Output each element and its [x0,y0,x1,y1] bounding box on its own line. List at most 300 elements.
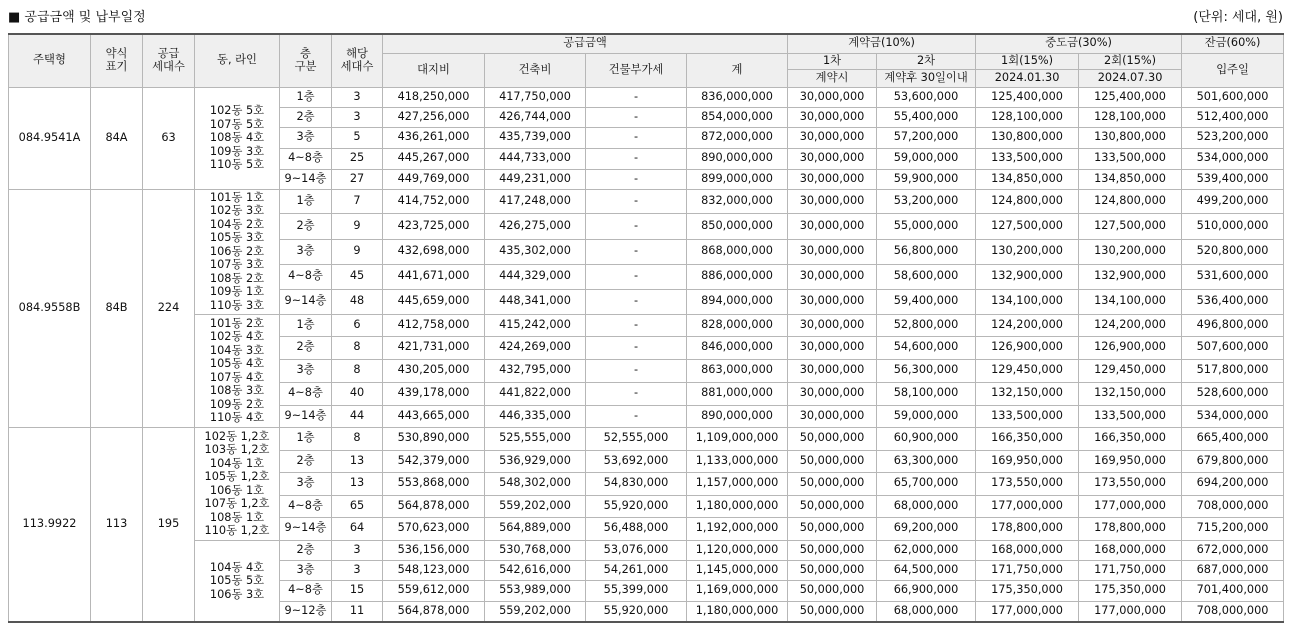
building-cost-cell: 424,269,000 [485,336,586,359]
contract-2-cell: 55,000,000 [877,213,976,239]
total-price-cell: 846,000,000 [687,336,788,359]
land-cost-cell: 441,671,000 [383,264,485,289]
middle-2-cell: 132,900,000 [1079,264,1182,289]
header-m1: 1회(15%) [976,53,1079,69]
dong-line-cell [195,540,280,622]
land-cost-cell: 553,868,000 [383,472,485,495]
contract-2-cell: 69,200,000 [877,517,976,540]
dong-line-item: 110동 4호 [209,411,265,424]
unit-count-cell: 27 [332,169,383,189]
total-price-cell: 1,120,000,000 [687,540,788,560]
unit-count-cell: 5 [332,127,383,148]
vat-cell: - [586,382,687,405]
dong-line-item: 104동 2호 [209,217,265,231]
contract-1-cell: 30,000,000 [788,314,877,336]
balance-cell: 510,000,000 [1182,213,1284,239]
dong-line-item: 103동 1,2호 [204,443,270,456]
contract-1-cell: 30,000,000 [788,239,877,264]
vat-cell: - [586,359,687,382]
land-cost-cell: 423,725,000 [383,213,485,239]
land-cost-cell: 530,890,000 [383,427,485,450]
middle-1-cell: 134,100,000 [976,289,1079,314]
dong-line-cell [195,427,280,540]
dong-line-item: 106동 1호 [209,483,265,497]
building-cost-cell: 417,750,000 [485,87,586,107]
supply-price-table [8,33,1284,623]
middle-1-cell: 125,400,000 [976,87,1079,107]
contract-1-cell: 30,000,000 [788,264,877,289]
unit-count-cell: 3 [332,540,383,560]
floor-cell: 1층 [280,427,332,450]
balance-cell: 528,600,000 [1182,382,1284,405]
header-middle: 중도금(30%) [976,34,1182,53]
contract-2-cell: 55,400,000 [877,107,976,127]
dong-line-item: 105동 4호 [209,357,265,370]
balance-cell: 536,400,000 [1182,289,1284,314]
contract-2-cell: 56,300,000 [877,359,976,382]
middle-1-cell: 133,500,000 [976,405,1079,427]
floor-cell: 9~12층 [280,601,332,622]
floor-cell: 9~14층 [280,517,332,540]
middle-1-cell: 124,200,000 [976,314,1079,336]
unit-count-cell: 13 [332,450,383,472]
building-cost-cell: 441,822,000 [485,382,586,405]
balance-cell: 539,400,000 [1182,169,1284,189]
housing-type-cell: 113.9922 [9,427,91,622]
dong-line-cell [195,314,280,427]
supply-units-cell: 224 [143,189,195,427]
unit-count-cell: 13 [332,472,383,495]
middle-2-cell: 132,150,000 [1079,382,1182,405]
floor-cell: 2층 [280,107,332,127]
header-floor: 층 구분 [280,34,332,87]
total-price-cell: 899,000,000 [687,169,788,189]
header-land: 대지비 [383,53,485,87]
dong-line-item: 105동 5호 [209,574,265,587]
land-cost-cell: 430,205,000 [383,359,485,382]
land-cost-cell: 564,878,000 [383,495,485,517]
balance-cell: 534,000,000 [1182,405,1284,427]
contract-1-cell: 30,000,000 [788,87,877,107]
floor-cell: 2층 [280,213,332,239]
middle-1-cell: 130,800,000 [976,127,1079,148]
land-cost-cell: 559,612,000 [383,580,485,601]
vat-cell: - [586,314,687,336]
header-balance: 잔금(60%) [1182,34,1284,53]
middle-1-cell: 169,950,000 [976,450,1079,472]
dong-line-item: 110동 1,2호 [204,524,270,537]
balance-cell: 531,600,000 [1182,264,1284,289]
unit-count-cell: 8 [332,359,383,382]
building-cost-cell: 564,889,000 [485,517,586,540]
dong-line-item: 108동 3호 [209,384,265,397]
floor-cell: 9~14층 [280,169,332,189]
land-cost-cell: 421,731,000 [383,336,485,359]
dong-line-item: 110동 3호 [209,298,265,312]
building-cost-cell: 449,231,000 [485,169,586,189]
balance-cell: 672,000,000 [1182,540,1284,560]
building-cost-cell: 435,302,000 [485,239,586,264]
building-cost-cell: 553,989,000 [485,580,586,601]
header-contract: 계약금(10%) [788,34,976,53]
middle-1-cell: 126,900,000 [976,336,1079,359]
building-cost-cell: 432,795,000 [485,359,586,382]
header-building: 건축비 [485,53,586,87]
middle-2-cell: 173,550,000 [1079,472,1182,495]
contract-2-cell: 58,600,000 [877,264,976,289]
unit-count-cell: 64 [332,517,383,540]
middle-1-cell: 177,000,000 [976,601,1079,622]
contract-1-cell: 50,000,000 [788,517,877,540]
middle-1-cell: 132,150,000 [976,382,1079,405]
unit-count-cell: 3 [332,560,383,580]
dong-line-item: 104동 4호 [209,560,265,574]
middle-1-cell: 127,500,000 [976,213,1079,239]
middle-2-cell: 178,800,000 [1079,517,1182,540]
land-cost-cell: 436,261,000 [383,127,485,148]
total-price-cell: 828,000,000 [687,314,788,336]
supply-units-cell: 195 [143,427,195,622]
contract-1-cell: 30,000,000 [788,336,877,359]
contract-2-cell: 68,000,000 [877,495,976,517]
balance-cell: 501,600,000 [1182,87,1284,107]
dong-line-item: 102동 3호 [209,204,265,218]
middle-2-cell: 169,950,000 [1079,450,1182,472]
unit-count-cell: 3 [332,87,383,107]
middle-1-cell: 129,450,000 [976,359,1079,382]
floor-cell: 4~8층 [280,264,332,289]
header-supply-amount: 공급금액 [383,34,788,53]
header-housing-type: 주택형 [9,34,91,87]
land-cost-cell: 536,156,000 [383,540,485,560]
dong-line-item: 108동 2호 [209,271,265,285]
vat-cell: - [586,289,687,314]
unit-count-cell: 15 [332,580,383,601]
floor-cell: 3층 [280,472,332,495]
contract-1-cell: 30,000,000 [788,148,877,169]
land-cost-cell: 414,752,000 [383,189,485,213]
floor-cell: 3층 [280,359,332,382]
contract-1-cell: 30,000,000 [788,405,877,427]
total-price-cell: 890,000,000 [687,148,788,169]
dong-line-item: 109동 2호 [209,397,265,411]
contract-1-cell: 30,000,000 [788,213,877,239]
floor-cell: 4~8층 [280,148,332,169]
balance-cell: 523,200,000 [1182,127,1284,148]
contract-2-cell: 59,900,000 [877,169,976,189]
contract-1-cell: 50,000,000 [788,601,877,622]
header-m2-date: 2024.07.30 [1079,69,1182,87]
middle-1-cell: 178,800,000 [976,517,1079,540]
floor-cell: 2층 [280,540,332,560]
total-price-cell: 1,180,000,000 [687,495,788,517]
middle-2-cell: 124,800,000 [1079,189,1182,213]
contract-2-cell: 62,000,000 [877,540,976,560]
contract-2-cell: 59,000,000 [877,405,976,427]
table-row [9,540,1284,560]
balance-cell: 687,000,000 [1182,560,1284,580]
middle-1-cell: 128,100,000 [976,107,1079,127]
unit-count-cell: 9 [332,239,383,264]
contract-1-cell: 30,000,000 [788,169,877,189]
middle-2-cell: 134,100,000 [1079,289,1182,314]
building-cost-cell: 448,341,000 [485,289,586,314]
dong-line-item: 102동 4호 [209,330,265,343]
header-supply-units: 공급 세대수 [143,34,195,87]
vat-cell: 55,920,000 [586,601,687,622]
unit-count-cell: 45 [332,264,383,289]
vat-cell: - [586,264,687,289]
balance-cell: 507,600,000 [1182,336,1284,359]
dong-line-item: 109동 1호 [209,285,265,299]
table-row [9,189,1284,213]
contract-2-cell: 64,500,000 [877,560,976,580]
vat-cell: - [586,336,687,359]
floor-cell: 1층 [280,189,332,213]
land-cost-cell: 449,769,000 [383,169,485,189]
land-cost-cell: 427,256,000 [383,107,485,127]
contract-2-cell: 68,000,000 [877,601,976,622]
contract-2-cell: 63,300,000 [877,450,976,472]
balance-cell: 701,400,000 [1182,580,1284,601]
unit-count-cell: 3 [332,107,383,127]
unit-count-cell: 7 [332,189,383,213]
middle-2-cell: 133,500,000 [1079,405,1182,427]
middle-2-cell: 125,400,000 [1079,87,1182,107]
middle-1-cell: 134,850,000 [976,169,1079,189]
land-cost-cell: 548,123,000 [383,560,485,580]
middle-1-cell: 173,550,000 [976,472,1079,495]
floor-cell: 2층 [280,450,332,472]
balance-cell: 499,200,000 [1182,189,1284,213]
unit-count-cell: 25 [332,148,383,169]
contract-1-cell: 30,000,000 [788,382,877,405]
contract-2-cell: 58,100,000 [877,382,976,405]
middle-2-cell: 133,500,000 [1079,148,1182,169]
floor-cell: 4~8층 [280,495,332,517]
building-cost-cell: 426,275,000 [485,213,586,239]
balance-cell: 694,200,000 [1182,472,1284,495]
middle-2-cell: 127,500,000 [1079,213,1182,239]
middle-2-cell: 171,750,000 [1079,560,1182,580]
header-vat: 건물부가세 [586,53,687,87]
contract-1-cell: 50,000,000 [788,580,877,601]
unit-count-cell: 8 [332,336,383,359]
contract-1-cell: 50,000,000 [788,495,877,517]
balance-cell: 715,200,000 [1182,517,1284,540]
unit-note: (단위: 세대, 원) [1193,10,1283,25]
unit-count-cell: 65 [332,495,383,517]
land-cost-cell: 418,250,000 [383,87,485,107]
total-price-cell: 1,109,000,000 [687,427,788,450]
dong-line-item: 105동 1,2호 [204,470,270,483]
vat-cell: - [586,239,687,264]
header-c2-when: 계약후 30일이내 [877,69,976,87]
abbr-cell: 113 [91,427,143,622]
middle-2-cell: 177,000,000 [1079,495,1182,517]
land-cost-cell: 542,379,000 [383,450,485,472]
unit-count-cell: 40 [332,382,383,405]
contract-2-cell: 59,400,000 [877,289,976,314]
contract-2-cell: 59,000,000 [877,148,976,169]
floor-cell: 4~8층 [280,382,332,405]
total-price-cell: 1,157,000,000 [687,472,788,495]
dong-line-item: 105동 3호 [209,231,265,245]
unit-count-cell: 44 [332,405,383,427]
contract-1-cell: 50,000,000 [788,472,877,495]
dong-line-item: 101동 1호 [209,190,265,204]
dong-line-item: 106동 3호 [209,587,265,601]
building-cost-cell: 525,555,000 [485,427,586,450]
land-cost-cell: 445,267,000 [383,148,485,169]
total-price-cell: 850,000,000 [687,213,788,239]
balance-cell: 708,000,000 [1182,495,1284,517]
land-cost-cell: 439,178,000 [383,382,485,405]
building-cost-cell: 426,744,000 [485,107,586,127]
middle-2-cell: 126,900,000 [1079,336,1182,359]
table-header [9,34,1284,87]
header-c1-when: 계약시 [788,69,877,87]
contract-2-cell: 66,900,000 [877,580,976,601]
dong-line-cell [195,87,280,189]
total-price-cell: 1,145,000,000 [687,560,788,580]
dong-line-cell [195,189,280,314]
middle-1-cell: 166,350,000 [976,427,1079,450]
unit-count-cell: 48 [332,289,383,314]
middle-1-cell: 132,900,000 [976,264,1079,289]
building-cost-cell: 530,768,000 [485,540,586,560]
middle-2-cell: 134,850,000 [1079,169,1182,189]
vat-cell: - [586,107,687,127]
land-cost-cell: 412,758,000 [383,314,485,336]
vat-cell: - [586,169,687,189]
middle-1-cell: 168,000,000 [976,540,1079,560]
dong-line-item: 107동 1,2호 [204,497,270,510]
land-cost-cell: 445,659,000 [383,289,485,314]
balance-cell: 679,800,000 [1182,450,1284,472]
total-price-cell: 854,000,000 [687,107,788,127]
vat-cell: - [586,127,687,148]
dong-line-item: 102동 5호 [209,104,265,118]
vat-cell: 55,920,000 [586,495,687,517]
floor-cell: 3층 [280,560,332,580]
balance-cell: 708,000,000 [1182,601,1284,622]
unit-count-cell: 9 [332,213,383,239]
middle-2-cell: 175,350,000 [1079,580,1182,601]
vat-cell: - [586,87,687,107]
table-row [9,87,1284,107]
building-cost-cell: 542,616,000 [485,560,586,580]
building-cost-cell: 446,335,000 [485,405,586,427]
floor-cell: 3층 [280,239,332,264]
vat-cell: - [586,148,687,169]
contract-2-cell: 53,200,000 [877,189,976,213]
floor-cell: 3층 [280,127,332,148]
building-cost-cell: 548,302,000 [485,472,586,495]
land-cost-cell: 570,623,000 [383,517,485,540]
contract-2-cell: 65,700,000 [877,472,976,495]
building-cost-cell: 536,929,000 [485,450,586,472]
contract-1-cell: 30,000,000 [788,359,877,382]
land-cost-cell: 432,698,000 [383,239,485,264]
floor-cell: 2층 [280,336,332,359]
total-price-cell: 832,000,000 [687,189,788,213]
building-cost-cell: 559,202,000 [485,601,586,622]
contract-2-cell: 56,800,000 [877,239,976,264]
dong-line-item: 101동 2호 [209,316,265,330]
unit-count-cell: 6 [332,314,383,336]
header-units: 해당 세대수 [332,34,383,87]
middle-2-cell: 130,800,000 [1079,127,1182,148]
total-price-cell: 1,169,000,000 [687,580,788,601]
middle-1-cell: 177,000,000 [976,495,1079,517]
balance-cell: 520,800,000 [1182,239,1284,264]
vat-cell: - [586,213,687,239]
dong-line-item: 107동 5호 [209,117,265,131]
housing-type-cell: 084.9541A [9,87,91,189]
page-title: ■ 공급금액 및 납부일정 [8,10,146,25]
total-price-cell: 881,000,000 [687,382,788,405]
header-total: 계 [687,53,788,87]
floor-cell: 1층 [280,314,332,336]
vat-cell: 55,399,000 [586,580,687,601]
header-m2: 2회(15%) [1079,53,1182,69]
middle-2-cell: 166,350,000 [1079,427,1182,450]
dong-line-item: 107동 3호 [209,258,265,272]
dong-line-item: 104동 3호 [209,343,265,357]
total-price-cell: 886,000,000 [687,264,788,289]
land-cost-cell: 564,878,000 [383,601,485,622]
middle-2-cell: 130,200,000 [1079,239,1182,264]
dong-line-item: 102동 1,2호 [204,429,270,443]
dong-line-item: 109동 3호 [209,144,265,158]
middle-1-cell: 130,200,000 [976,239,1079,264]
middle-1-cell: 171,750,000 [976,560,1079,580]
balance-cell: 517,800,000 [1182,359,1284,382]
contract-2-cell: 60,900,000 [877,427,976,450]
floor-cell: 9~14층 [280,289,332,314]
vat-cell: - [586,405,687,427]
header-balance-when: 입주일 [1182,53,1284,87]
building-cost-cell: 444,329,000 [485,264,586,289]
vat-cell: 53,076,000 [586,540,687,560]
vat-cell: 52,555,000 [586,427,687,450]
contract-2-cell: 53,600,000 [877,87,976,107]
header-c1: 1차 [788,53,877,69]
middle-1-cell: 175,350,000 [976,580,1079,601]
middle-2-cell: 177,000,000 [1079,601,1182,622]
total-price-cell: 863,000,000 [687,359,788,382]
header-c2: 2차 [877,53,976,69]
land-cost-cell: 443,665,000 [383,405,485,427]
supply-units-cell: 63 [143,87,195,189]
abbr-cell: 84A [91,87,143,189]
balance-cell: 512,400,000 [1182,107,1284,127]
floor-cell: 1층 [280,87,332,107]
middle-2-cell: 128,100,000 [1079,107,1182,127]
dong-line-item: 104동 1호 [209,456,265,470]
table-body [9,87,1284,622]
header-m1-date: 2024.01.30 [976,69,1079,87]
contract-2-cell: 54,600,000 [877,336,976,359]
total-price-cell: 836,000,000 [687,87,788,107]
vat-cell: 53,692,000 [586,450,687,472]
unit-count-cell: 11 [332,601,383,622]
contract-1-cell: 50,000,000 [788,560,877,580]
contract-1-cell: 50,000,000 [788,540,877,560]
contract-2-cell: 57,200,000 [877,127,976,148]
building-cost-cell: 415,242,000 [485,314,586,336]
